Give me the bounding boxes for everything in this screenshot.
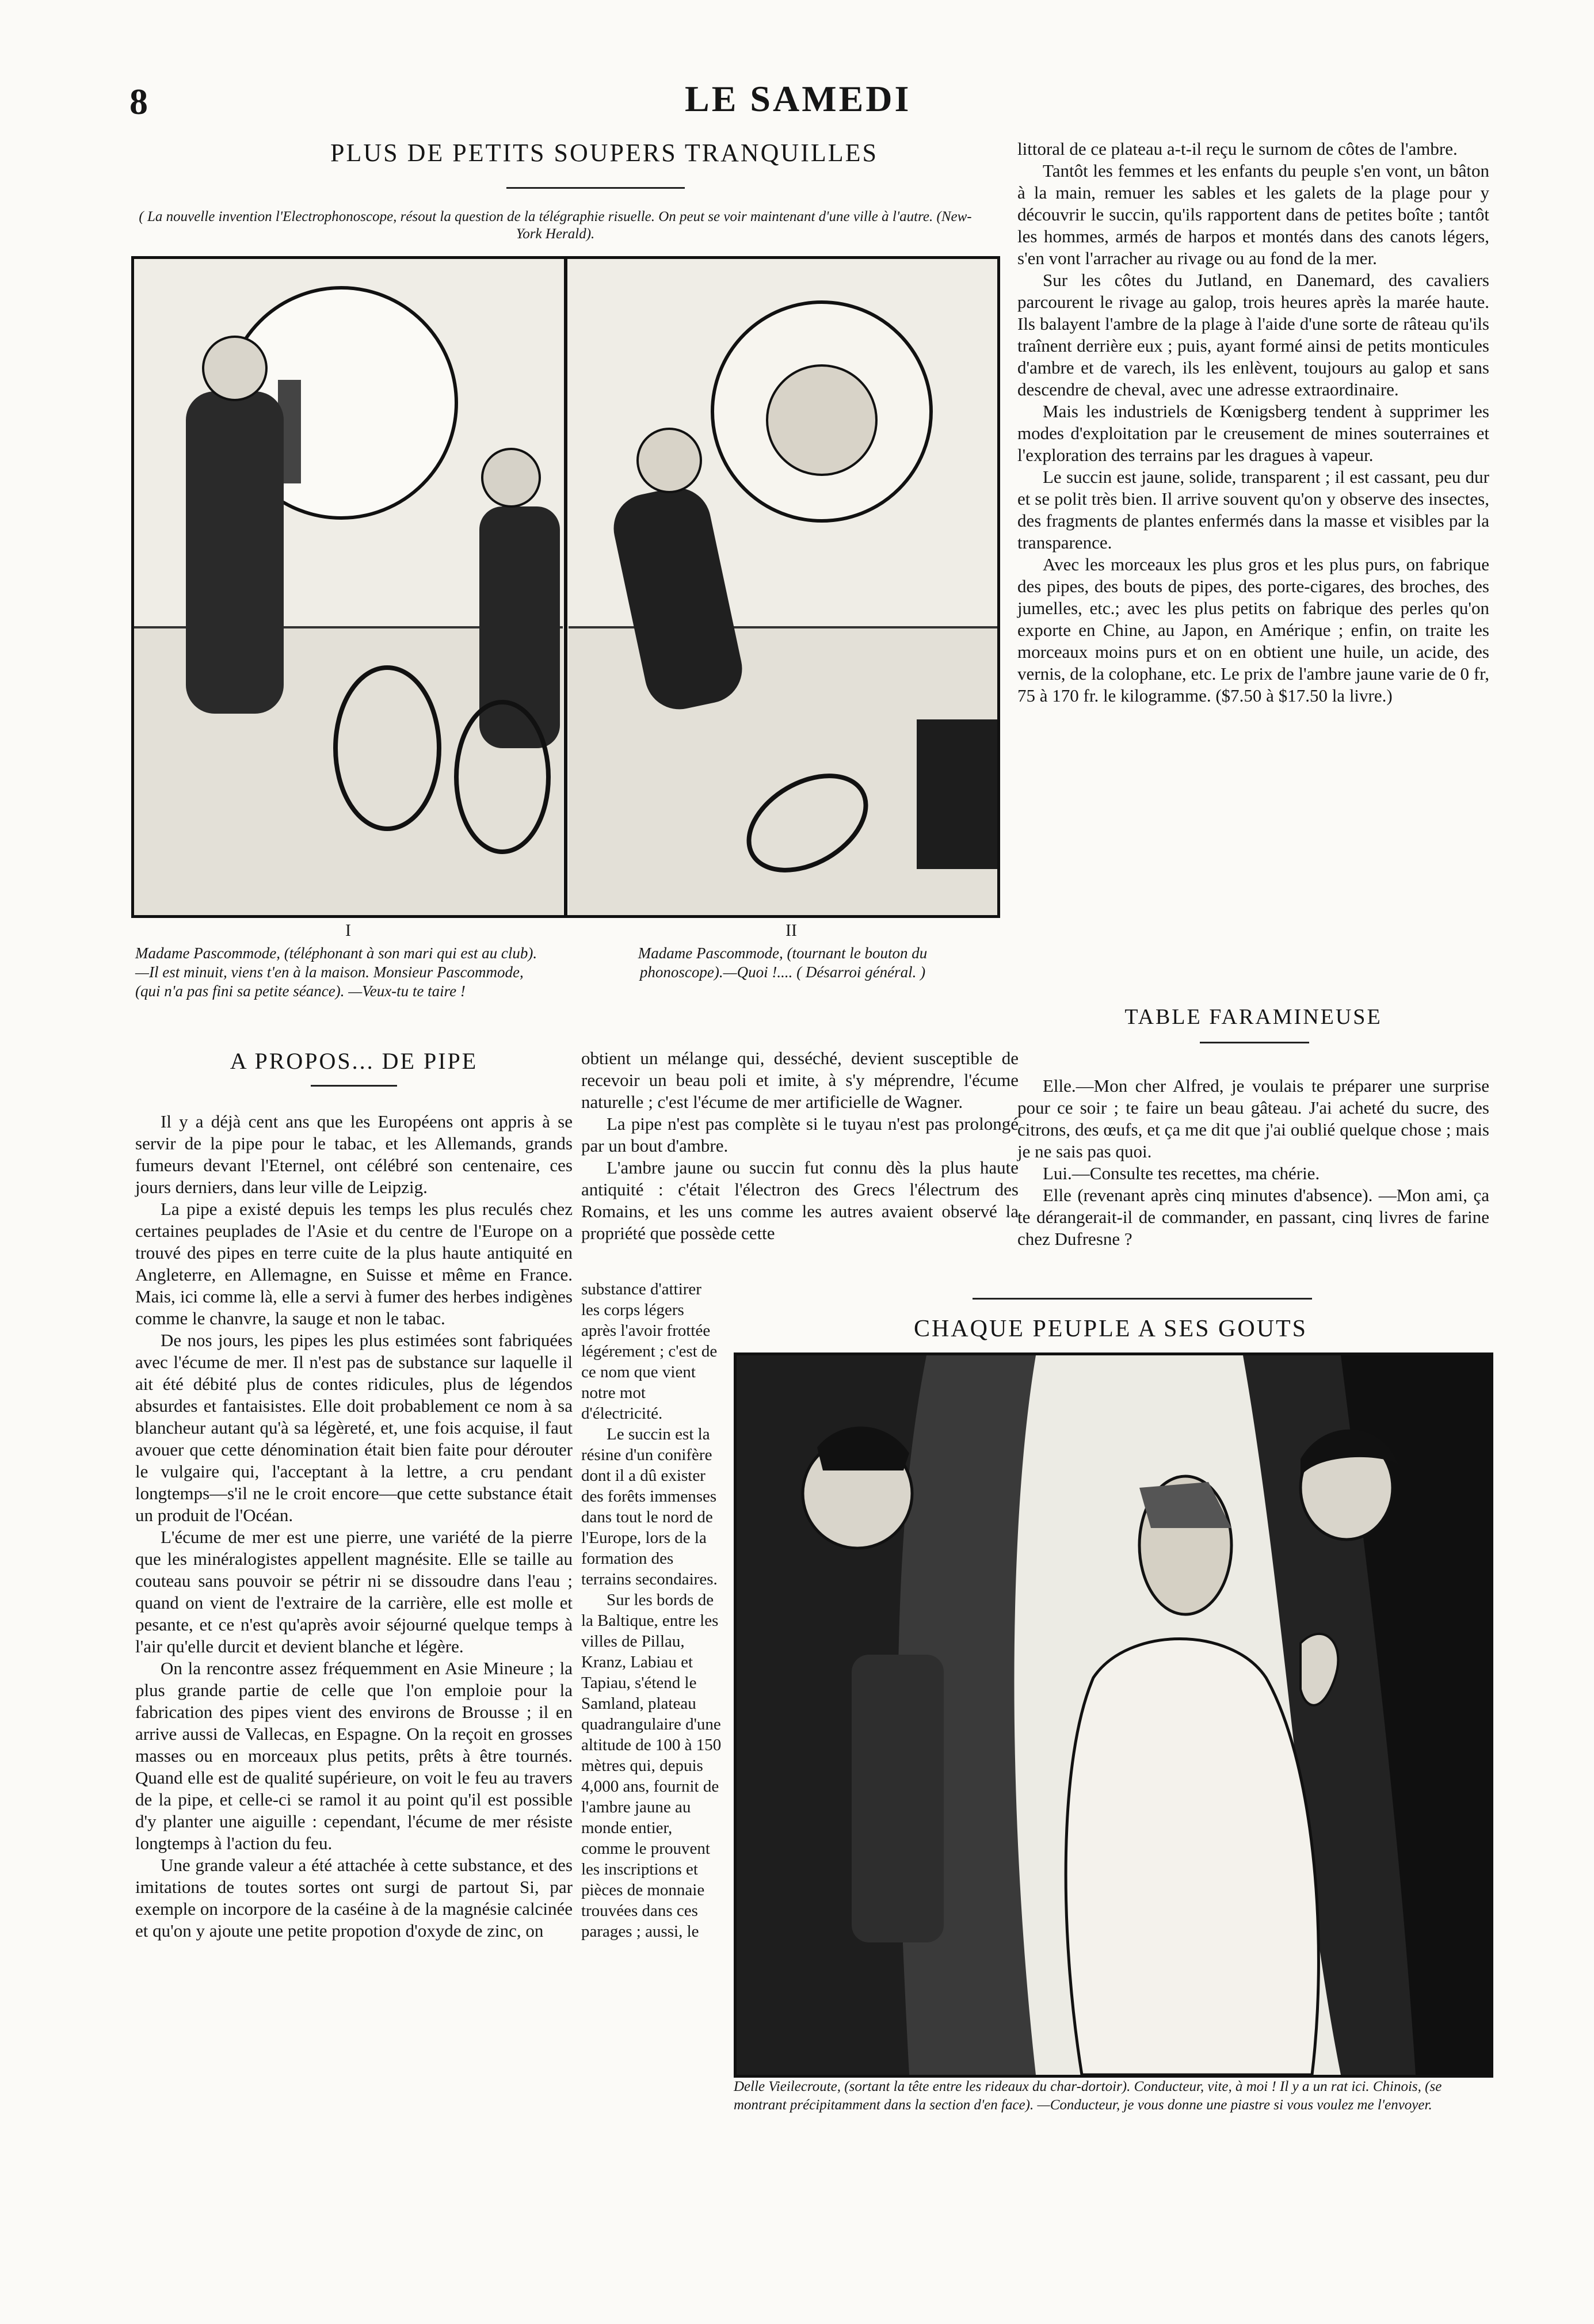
soupers-title: PLUS DE PETITS SOUPERS TRANQUILLES bbox=[330, 139, 878, 167]
pipe-paragraph: De nos jours, les pipes les plus estimées sont fabriquées avec l'écume de mer. Il n'est pas de substance sur laquelle il ait été débité plus de contes ridicules, plus de légendos absurdes et fantaisistes. Elle doit probablement ce nom à sa blancheur autant qu'à sa légèreté, et, une fois acquise, il faut avouer que cette dénomination était bien faite pour dérouter le vulgaire qui, l'acceptant à la lettre, a cru pendant longtemps—s'il ne le croit encore—que cette substance était un produit de l'Océan. bbox=[135, 1330, 573, 1525]
pipe-title-rule bbox=[311, 1085, 397, 1087]
panel2-caption: Madame Pascommode, (tournant le bouton du phonoscope).—Quoi !.... ( Désarroi général. ) bbox=[638, 944, 928, 981]
pipe-column-1 bbox=[135, 1111, 573, 1942]
page-number: 8 bbox=[129, 81, 148, 122]
ambre-paragraph: Avec les morceaux les plus gros et les plus purs, on fabrique des pipes, des bouts de pipes, des porte-cigares, des broches, des jumelles, etc.; avec les plus petits on fabrique des perles qu'on exporte en Chine, au Japon, en Amérique ; enfin, on traite les morceaux moins purs et on en obtient une huile, un acide, des vernis, de la colophane, etc. Le prix de l'ambre jaune varie de 0 fr, 75 à 170 fr. le kilogramme. ($7.50 à $17.50 la livre.) bbox=[1017, 554, 1489, 706]
gouts-illustration bbox=[734, 1353, 1493, 2078]
pipe-paragraph: La pipe a existé depuis les temps les plus reculés chez certaines peuplades de l'Asie et du centre de l'Europe on a trouvé des pipes en terre cuite de la plus haute antiquité en Angleterre, en Allemagne, en Suisse et même en France. Mais, ici comme là, elle a servi à fumer des herbes indigènes comme le chanvre, la sauge et non le tabac. bbox=[135, 1199, 573, 1328]
pipe-paragraph: obtient un mélange qui, desséché, devient susceptible de recevoir un beau poli et imite, à s'y méprendre, l'écume naturelle ; c'est l'écume de mer artificielle de Wagner. bbox=[581, 1048, 1019, 1112]
ambre-paragraph: Mais les industriels de Kœnigsberg tendent à supprimer les modes d'exploitation par le creusement de mines souterraines et l'exploration des terrains par les dragues à vapeur. bbox=[1017, 401, 1489, 465]
pipe-column-2-narrow bbox=[581, 1279, 722, 1942]
pipe-paragraph: Le succin est la résine d'un conifère dont il a dû exister des forêts immenses dans tout le nord de l'Europe, lors de la formation des terrains secondaires. bbox=[581, 1425, 718, 1588]
pipe-paragraph: Il y a déjà cent ans que les Européens ont appris à se servir de la pipe pour le tabac, et les Allemands, grands fumeurs devant l'Eternel, ont célébré son centenaire, ces jours derniers, dans leur ville de Leipzig. bbox=[135, 1111, 573, 1197]
faramineuse-rule bbox=[1200, 1042, 1309, 1043]
pipe-paragraph: substance d'attirer les corps légers après l'avoir frottée légérement ; c'est de ce nom que vient notre mot d'électricité. bbox=[581, 1280, 718, 1423]
pipe-paragraph: L'écume de mer est une pierre, une variété de la pierre que les minéralogistes appellent magnésite. Elle se taille au couteau sans pouvoir se pétrir ni se dissoudre dans l'eau ; quand on vient de l'extraire de la carrière, elle est molle et pesante, et ce n'est qu'après avoir séjourné quelque temps à l'air qu'elle durcit et devient blanche et légère. bbox=[135, 1527, 573, 1656]
panel1-caption: Madame Pascommode, (téléphonant à son mari qui est au club).—Il est minuit, viens t'en à la maison. Monsieur Pascommode, (qui n'a pas fini sa petite séance). —Veux-tu te taire ! bbox=[135, 944, 537, 1000]
pipe-paragraph: On la rencontre assez fréquemment en Asie Mineure ; la plus grande partie de celle que l'on emploie pour la fabrication des pipes vient des environs de Brousse ; il en arrive aussi de Vallecas, en Espagne. On la reçoit en grosses masses ou en morceaux plus petits, prêts à être tournés. Quand elle est de qualité supérieure, on voit le feu au travers de la pipe, et celle-ci se ramol it au point qu'il est possible d'y planter une aiguille : cependant, l'écume de mer résiste longtemps à l'action du feu. bbox=[135, 1658, 573, 1853]
gouts-caption: Delle Vieilecroute, (sortant la tête entre les rideaux du char-dortoir). Conducteur, vite, à moi ! Il y a un rat ici. Chinois, (se montrant précipitamment dans la section d'en face). —Conducteur, je vous donne une piastre si vous voulez me l'envoyer. bbox=[734, 2079, 1442, 2113]
faramineuse-paragraph: Lui.—Consulte tes recettes, ma chérie. bbox=[1043, 1163, 1320, 1183]
pipe-paragraph: Sur les bords de la Baltique, entre les villes de Pillau, Kranz, Labiau et Tapiau, s'étend le Samland, plateau quadrangulaire d'une altitude de 100 à 150 mètres qui, depuis 4,000 ans, fournit de l'ambre jaune au monde entier, comme le prouvent les inscriptions et pièces de monnaie trouvées dans ces parages ; aussi, le bbox=[581, 1591, 722, 1941]
panel1-number: I bbox=[345, 921, 351, 940]
pipe-paragraph: Une grande valeur a été attachée à cette substance, et des imitations de toutes sortes ont surgi de partout Si, par exemple on incorpore de la caséine à de la magnésie calcinée et qu'on y ajoute une petite propotion d'oxyde de zinc, on bbox=[135, 1855, 573, 1941]
ambre-paragraph: Sur les côtes du Jutland, en Danemard, des cavaliers parcourent le rivage au galop, trois heures après la marée haute. Ils balayent l'ambre de la plage à l'aide d'une sorte de râteau qu'ils traînent derrière eux ; puis, ayant formé ainsi de petits monticules d'ambre et de varech, ils les enlèvent, toujours au galop et sans descendre de cheval, avec une adresse extraordinaire. bbox=[1017, 270, 1489, 399]
pipe-paragraph: La pipe n'est pas complète si le tuyau n'est pas prolongé par un bout d'ambre. bbox=[581, 1114, 1019, 1156]
faramineuse-paragraph: Elle.—Mon cher Alfred, je voulais te préparer une surprise pour ce soir ; te faire un beau gâteau. J'ai acheté du sucre, des citrons, des œufs, et ça me dit que j'ai oublié quelque chose ; mais je ne sais pas quoi. bbox=[1017, 1076, 1489, 1161]
pipe-paragraph: L'ambre jaune ou succin fut connu dès la plus haute antiquité : c'était l'électron des Grecs l'électrum des Romains, et les uns comme les autres avaient observé la propriété que possède cette bbox=[581, 1157, 1019, 1243]
panel2-number: II bbox=[785, 921, 797, 940]
ambre-paragraph: Le succin est jaune, solide, transparent ; il est cassant, peu dur et se polit très bien. Il arrive souvent qu'on y observe des insectes, des fragments de plantes enfermés dans la masse et visibles par la transparence. bbox=[1017, 467, 1489, 553]
gouts-top-rule bbox=[973, 1298, 1312, 1300]
faramineuse-text bbox=[1017, 1075, 1489, 1250]
soupers-illustration bbox=[131, 256, 1000, 918]
ambre-continuation bbox=[1017, 138, 1489, 707]
ambre-paragraph: Tantôt les femmes et les enfants du peuple s'en vont, un bâton à la main, remuer les sables et les galets de la plage pour y découvrir le succin, qu'ils rapportent dans de petites boîte ; tantôt les hommes, armés de harpos et montés dans des canots légers, s'en vont l'arracher au rivage ou au fond de la mer. bbox=[1017, 161, 1489, 268]
soupers-subtitle: ( La nouvelle invention l'Electrophonoscope, résout la question de la télégraphie risuelle. On peut se voir maintenant d'une ville à l'autre. (New-York Herald). bbox=[139, 209, 972, 242]
faramineuse-paragraph: Elle (revenant après cinq minutes d'absence). —Mon ami, ça te dérangerait-il de commander, en passant, cinq livres de farine chez Dufresne ? bbox=[1017, 1185, 1489, 1249]
gouts-title: CHAQUE PEUPLE A SES GOUTS bbox=[913, 1316, 1308, 1342]
newspaper-title: LE SAMEDI bbox=[685, 78, 912, 119]
pipe-column-2-wide bbox=[581, 1047, 1019, 1244]
ambre-paragraph: littoral de ce plateau a-t-il reçu le surnom de côtes de l'ambre. bbox=[1017, 139, 1458, 159]
soupers-title-rule bbox=[506, 187, 685, 189]
pipe-title: A PROPOS... DE PIPE bbox=[230, 1048, 478, 1074]
faramineuse-title: TABLE FARAMINEUSE bbox=[1124, 1005, 1382, 1029]
